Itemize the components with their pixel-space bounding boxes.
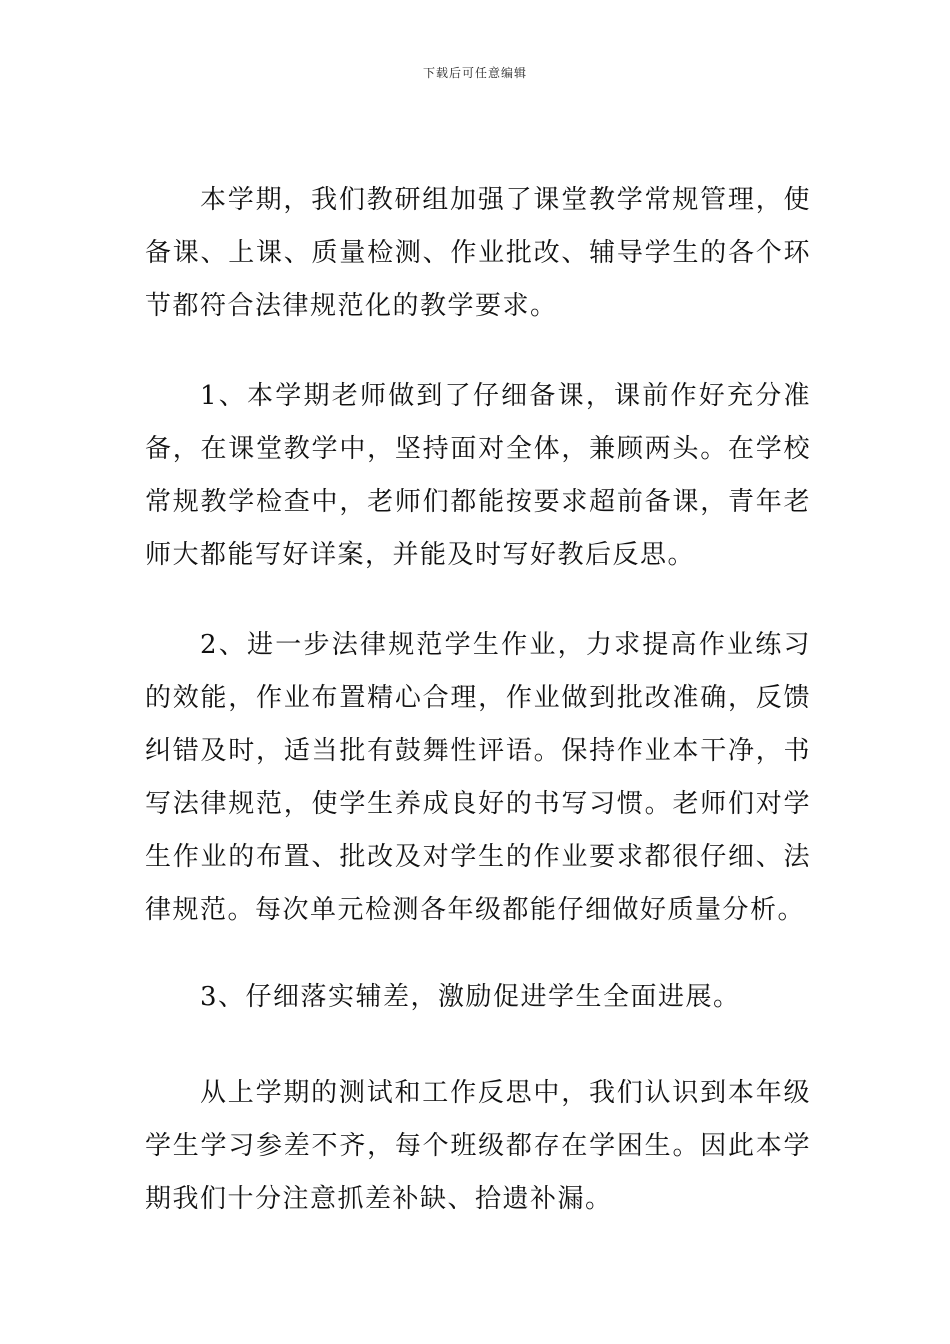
paragraph-intro: 本学期，我们教研组加强了课堂教学常规管理，使备课、上课、质量检测、作业批改、辅导学生的各个环节都符合法律规范化的教学要求。 — [145, 185, 811, 321]
header-note: 下载后可任意编辑 — [422, 66, 527, 80]
paragraph-item-1: 1、本学期老师做到了仔细备课，课前作好充分准备，在课堂教学中，坚持面对全体，兼顾两头。在学校常规教学检查中，老师们都能按要求超前备课，青年老师大都能写好详案，并能及时写好教后反思。 — [145, 381, 811, 570]
paragraph-item-2: 2、进一步法律规范学生作业，力求提高作业练习的效能，作业布置精心合理，作业做到批改准确，反馈纠错及时，适当批有鼓舞性评语。保持作业本干净，书写法律规范，使学生养成良好的书写习惯。老师们对学生作业的布置、批改及对学生的作业要求都很仔细、法律规范。每次单元检测各年级都能仔细做好质量分析。 — [145, 630, 811, 925]
paragraph-closing: 从上学期的测试和工作反思中，我们认识到本年级学生学习参差不齐，每个班级都存在学困生。因此本学期我们十分注意抓差补缺、拾遗补漏。 — [145, 1078, 811, 1214]
paragraph-item-3: 3、仔细落实辅差，激励促进学生全面进展。 — [200, 982, 741, 1012]
